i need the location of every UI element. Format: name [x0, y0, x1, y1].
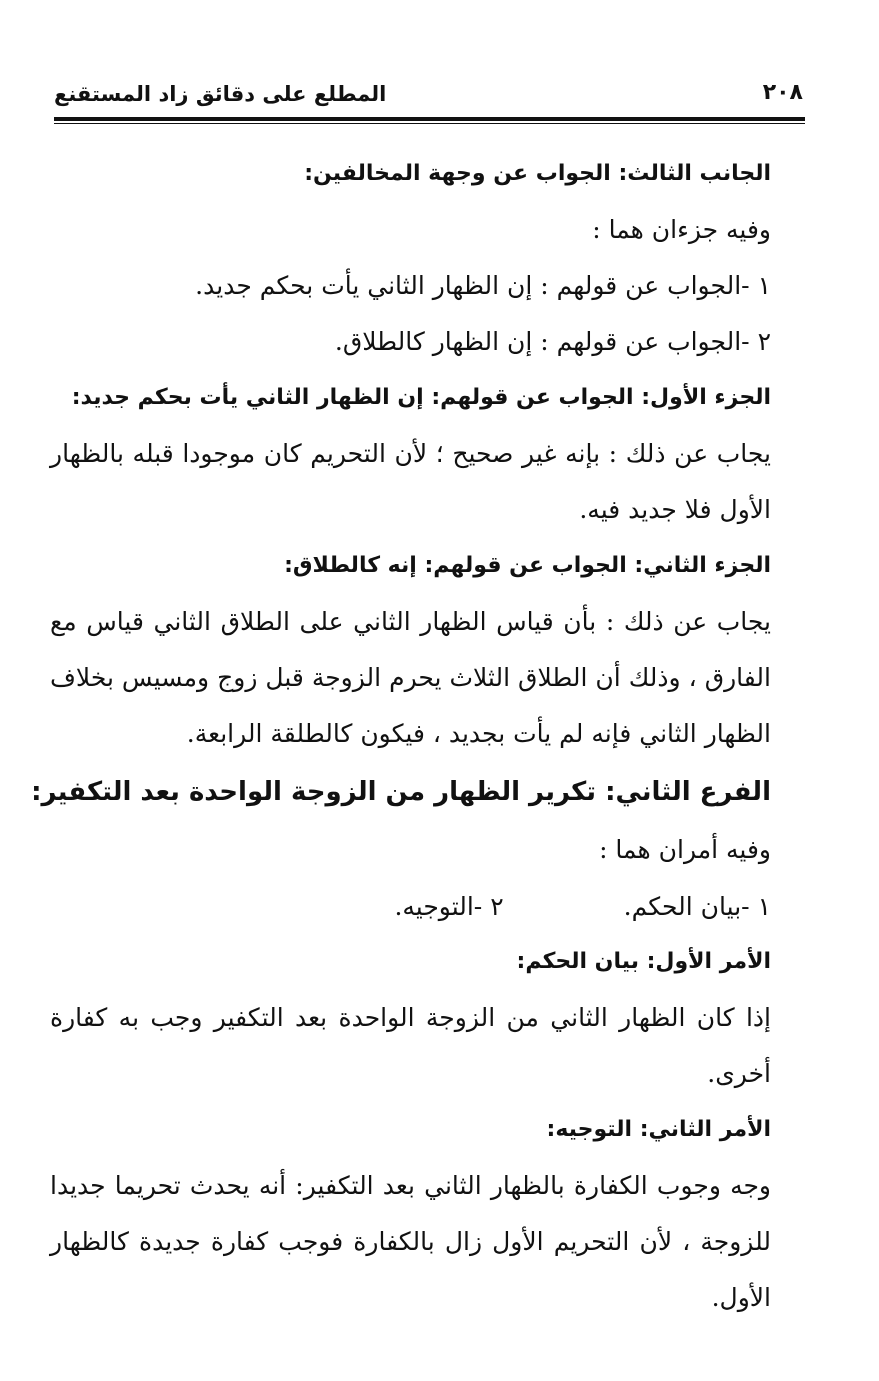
- list-item-1: ١ -الجواب عن قولهم : إن الظهار الثاني يأت بحكم جديد.: [195, 271, 771, 300]
- intro-two-matters: وفيه أمران هما :: [599, 835, 771, 864]
- paragraph-text: يجاب عن ذلك : بإنه غير صحيح ؛ لأن التحريم كان موجودا قبله بالظهار الأول فلا جديد فيه.: [50, 439, 771, 524]
- paragraph-text: وجه وجوب الكفارة بالظهار الثاني بعد التكفير: أنه يحدث تحريما جديدا للزوجة ، لأن التحريم الأول زال بالكفارة فوجب كفارة جديدة كالظهار الأول.: [50, 1171, 771, 1312]
- paragraph-text: يجاب عن ذلك : بأن قياس الظهار الثاني على الطلاق الثاني قياس مع الفارق ، وذلك أن الطلاق الثلاث يحرم الزوجة قبل زوج ومسيس بخلاف الظهار الثاني فإنه لم يأت بجديد ، فيكون كالطلقة الرابعة.: [50, 607, 771, 748]
- subheading-first-matter: الأمر الأول: بيان الحكم:: [516, 949, 771, 974]
- paragraph-ruling: [50, 990, 771, 1102]
- branch-heading: الفرع الثاني: تكرير الظهار من الزوجة الواحدة بعد التكفير:: [31, 777, 771, 807]
- book-title: المطلع على دقائق زاد المستقنع: [54, 82, 387, 106]
- page-number: ٢٠٨: [762, 80, 803, 105]
- list-item-2: ٢ -الجواب عن قولهم : إن الظهار كالطلاق.: [334, 327, 771, 356]
- section-heading-third-aspect: الجانب الثالث: الجواب عن وجهة المخالفين:: [304, 161, 771, 186]
- list-item-reasoning: ٢ -التوجيه.: [394, 891, 504, 921]
- paragraph-part-one: [50, 426, 771, 538]
- inline-list: [50, 878, 771, 934]
- paragraph-part-two: [50, 594, 771, 762]
- paragraph-reasoning: [50, 1158, 771, 1326]
- subheading-part-two: الجزء الثاني: الجواب عن قولهم: إنه كالطلاق:: [284, 553, 771, 578]
- header-rule-thin: [54, 123, 805, 124]
- subheading-second-matter: الأمر الثاني: التوجيه:: [546, 1117, 771, 1142]
- paragraph-text: إذا كان الظهار الثاني من الزوجة الواحدة بعد التكفير وجب به كفارة أخرى.: [50, 1003, 771, 1088]
- list-item-ruling: ١ -بيان الحكم.: [623, 891, 771, 921]
- header-rule-thick: [54, 117, 805, 121]
- subheading-part-one: الجزء الأول: الجواب عن قولهم: إن الظهار الثاني يأت بحكم جديد:: [71, 385, 771, 410]
- intro-two-parts: وفيه جزءان هما :: [592, 215, 771, 244]
- page-body: [31, 146, 771, 1326]
- running-header: [54, 78, 805, 116]
